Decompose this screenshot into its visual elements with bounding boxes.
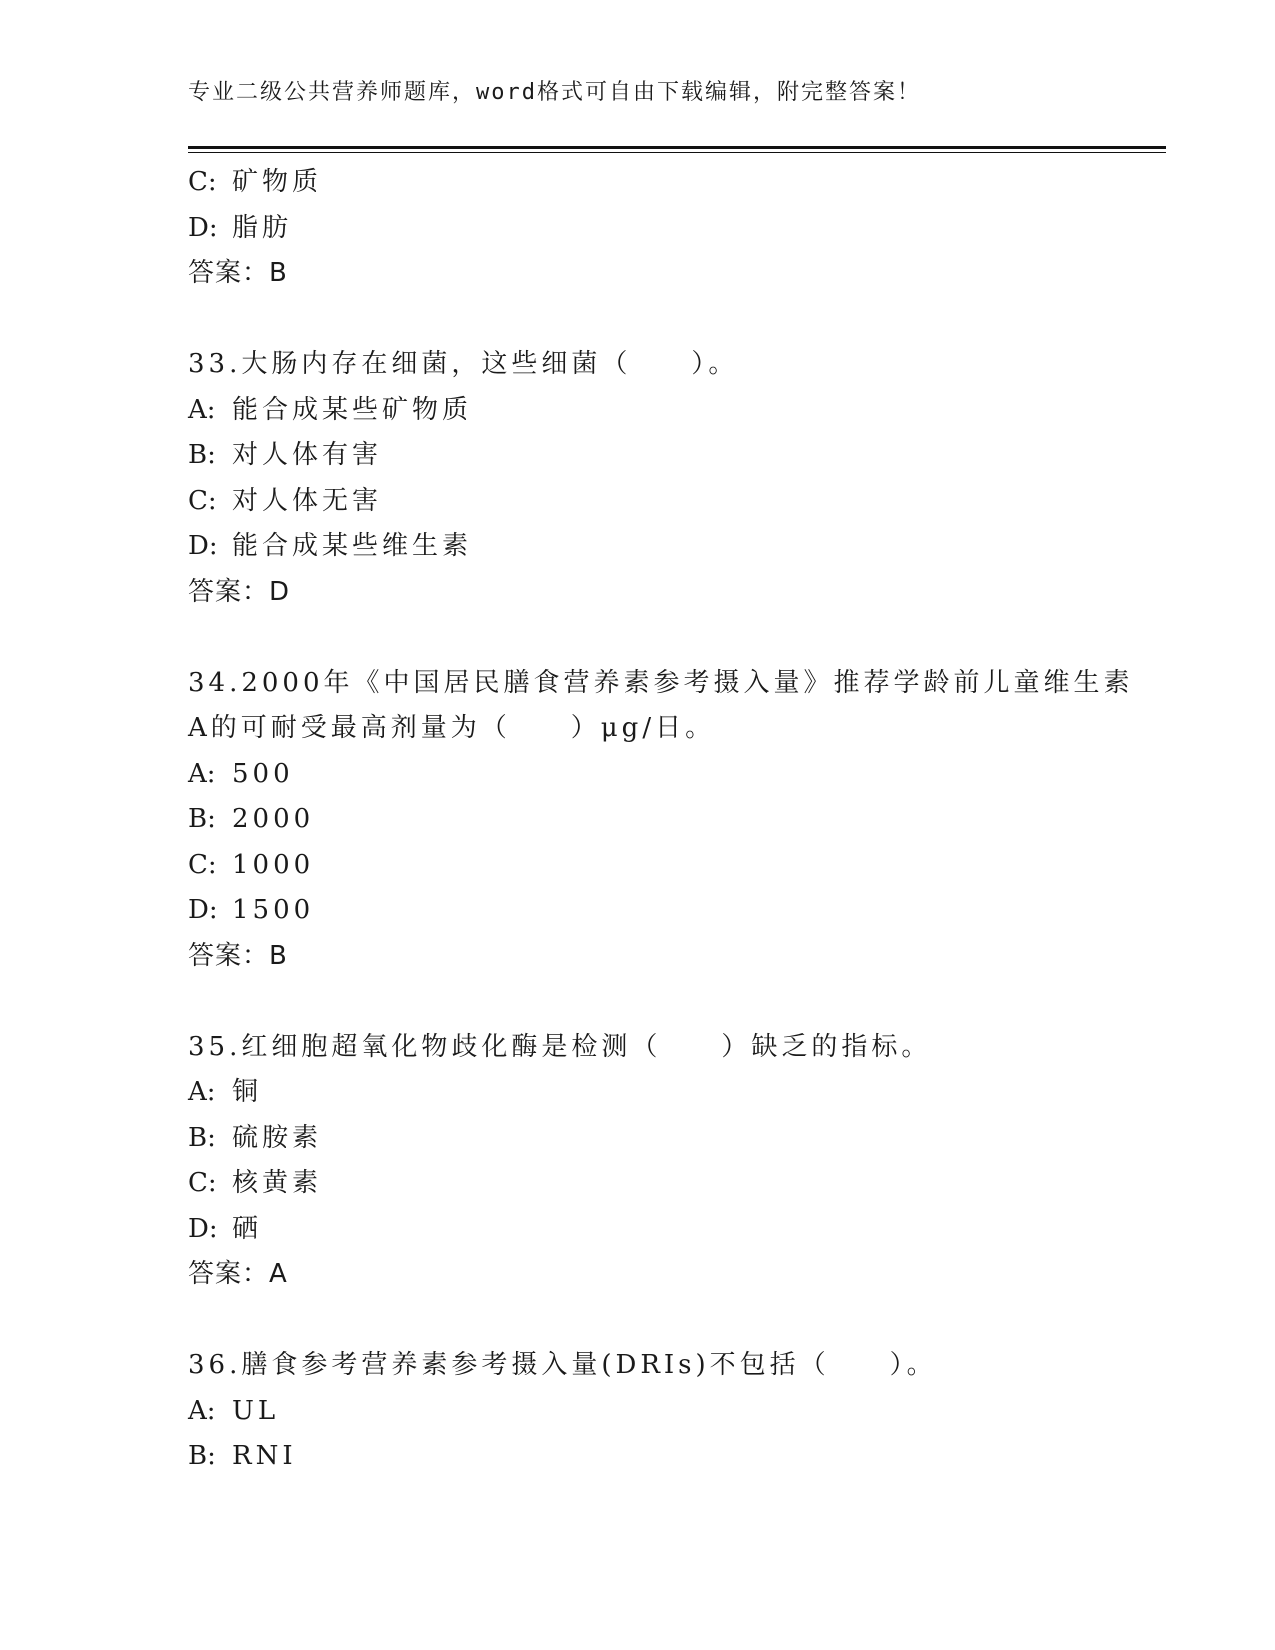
option-line xyxy=(188,388,1118,434)
option-letter: B: xyxy=(188,440,216,470)
option-letter: C: xyxy=(188,485,217,516)
option-text: RNI xyxy=(232,1441,297,1471)
option-text: 2000 xyxy=(232,804,315,834)
option-line xyxy=(188,1434,1118,1480)
option-line xyxy=(188,1207,1118,1253)
option-line xyxy=(188,752,1118,798)
spacer xyxy=(188,297,1118,343)
option-text: 铜 xyxy=(232,1077,263,1107)
option-letter: D: xyxy=(188,531,218,561)
spacer xyxy=(188,1298,1118,1344)
option-line xyxy=(188,206,1118,252)
option-line xyxy=(188,797,1118,843)
option-letter: C: xyxy=(188,849,217,880)
option-text: 1000 xyxy=(232,849,315,880)
option-text: 核黄素 xyxy=(232,1168,323,1198)
option-line xyxy=(188,433,1118,479)
option-text: 脂肪 xyxy=(232,212,293,243)
answer-line: 答案：A xyxy=(188,1259,288,1289)
option-text: 能合成某些矿物质 xyxy=(232,394,473,425)
option-letter: A: xyxy=(188,758,216,789)
option-line xyxy=(188,524,1118,570)
option-letter: D: xyxy=(188,212,218,243)
option-text: UL xyxy=(232,1395,280,1426)
option-line xyxy=(188,479,1118,525)
option-line xyxy=(188,1161,1118,1207)
option-letter: C: xyxy=(188,167,217,197)
option-text: 矿物质 xyxy=(232,167,323,197)
option-line xyxy=(188,843,1118,889)
answer-line: 答案：B xyxy=(188,258,288,288)
option-text: 硒 xyxy=(232,1213,263,1244)
option-line xyxy=(188,1070,1118,1116)
question-stem: 34.2000年《中国居民膳食营养素参考摄入量》推荐学龄前儿童维生素 xyxy=(188,667,1134,698)
spacer xyxy=(188,979,1118,1025)
document-header: 专业二级公共营养师题库，word格式可自由下载编辑，附完整答案！ xyxy=(188,80,921,105)
option-letter: D: xyxy=(188,895,218,925)
answer-line: 答案：B xyxy=(188,940,288,971)
option-text: 对人体无害 xyxy=(232,485,383,516)
option-text: 对人体有害 xyxy=(232,440,383,470)
option-text: 500 xyxy=(232,758,294,789)
header-rule xyxy=(188,146,1166,149)
answer-line: 答案：D xyxy=(188,576,291,607)
option-letter: D: xyxy=(188,1213,218,1244)
option-letter: B: xyxy=(188,804,216,834)
question-stem: 35.红细胞超氧化物歧化酶是检测（ ）缺乏的指标。 xyxy=(188,1031,932,1062)
question-stem-continued: A的可耐受最高剂量为（ ）μg/日。 xyxy=(188,713,716,743)
header-rule-thin xyxy=(188,152,1166,153)
spacer xyxy=(188,615,1118,661)
option-letter: A: xyxy=(188,394,216,425)
question-stem: 36.膳食参考营养素参考摄入量(DRIs)不包括（ ）。 xyxy=(188,1350,937,1380)
question-list xyxy=(188,160,1134,1480)
option-text: 能合成某些维生素 xyxy=(232,531,473,561)
option-line xyxy=(188,888,1118,934)
question-stem: 33.大肠内存在细菌，这些细菌（ ）。 xyxy=(188,349,739,379)
option-letter: A: xyxy=(188,1077,216,1107)
option-text: 硫胺素 xyxy=(232,1122,323,1153)
option-letter: B: xyxy=(188,1122,216,1153)
option-line xyxy=(188,160,1118,206)
option-letter: A: xyxy=(188,1395,216,1426)
option-line xyxy=(188,1116,1118,1162)
option-line xyxy=(188,1389,1118,1435)
option-letter: C: xyxy=(188,1168,217,1198)
option-text: 1500 xyxy=(232,895,315,925)
option-letter: B: xyxy=(188,1441,216,1471)
